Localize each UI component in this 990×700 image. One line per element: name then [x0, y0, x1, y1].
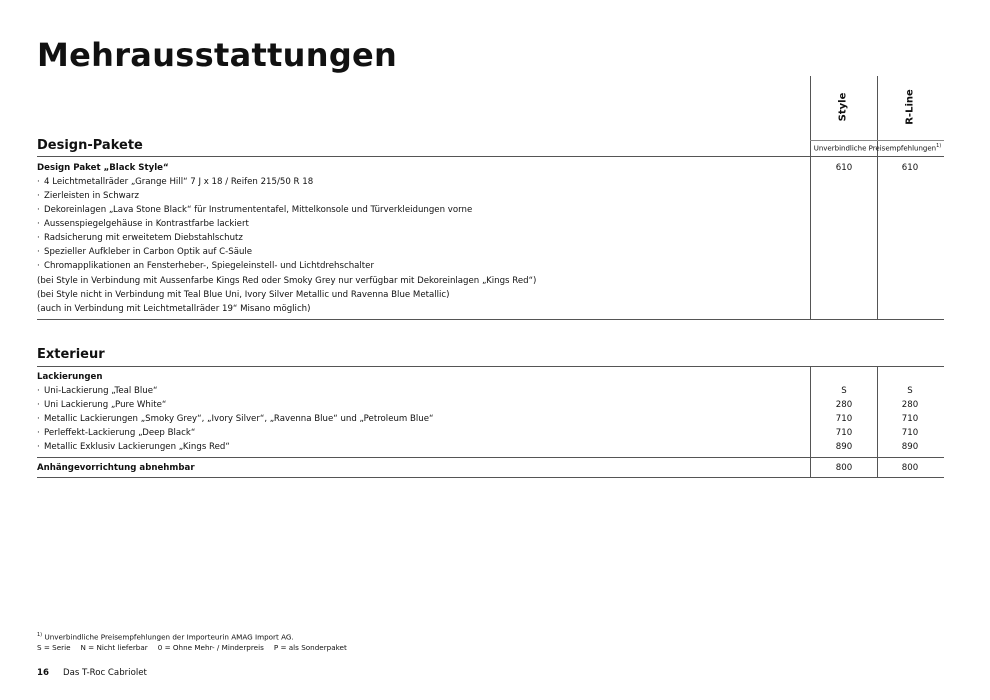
table-row — [37, 370, 944, 384]
list-item: · 4 Leichtmetallräder „Grange Hill“ 7 J x 18 / Reifen 215/50 R 18 — [37, 177, 314, 187]
table-row: · Uni Lackierung „Pure White“ 280 280 — [37, 400, 919, 410]
page-footer — [37, 668, 147, 678]
column-header-style: Style — [837, 92, 849, 122]
section-title-design: Design-Pakete — [37, 138, 143, 153]
row-divider — [37, 457, 944, 458]
column-header-rline: R-Line — [904, 89, 916, 125]
list-item: · Chromapplikationen an Fensterheber-, Spiegeleinstell- und Lichtdrehschalter — [37, 261, 374, 271]
table-row: · Metallic Exklusiv Lackierungen „Kings Red“ 890 890 — [37, 442, 919, 452]
value-rline: 610 — [901, 163, 919, 173]
note-item: (bei Style in Verbindung mit Aussenfarbe Kings Red oder Smoky Grey nur verfügbar mit Dekoreinlagen „Kings Red“) — [37, 276, 537, 286]
list-item: · Dekoreinlagen „Lava Stone Black“ für Instrumententafel, Mittelkonsole und Türverkleidungen vorne — [37, 205, 473, 215]
page-title: Mehrausstattungen — [37, 36, 398, 74]
list-item: · Radsicherung mit erweitetem Diebstahlschutz — [37, 233, 243, 243]
note-item: (auch in Verbindung mit Leichtmetallräder 19“ Misano möglich) — [37, 304, 311, 314]
list-item: · Zierleisten in Schwarz — [37, 191, 140, 201]
header-divider — [810, 140, 944, 141]
value-style: 610 — [835, 163, 853, 173]
table-row: · Perleffekt-Lackierung „Deep Black“ 710 710 — [37, 428, 919, 438]
table-row — [37, 161, 944, 175]
table-row: Anhängevorrichtung abnehmbar 800 800 — [37, 463, 919, 473]
footnote: $^{1)}$ Unverbindliche Preisempfehlungen der Importeurin AMAG Import AG. — [37, 632, 294, 642]
section-end-divider-exterieur — [37, 477, 944, 478]
section-divider-exterieur — [37, 366, 944, 367]
note-item: (bei Style nicht in Verbindung mit Teal Blue Uni, Ivory Silver Metallic und Ravenna Blue Metallic) — [37, 290, 450, 300]
section-divider-design — [37, 156, 944, 157]
list-item: · Spezieller Aufkleber in Carbon Optik auf C-Säule — [37, 247, 253, 257]
document-title: Das T-Roc Cabriolet — [62, 668, 147, 678]
table-row: · Uni-Lackierung „Teal Blue“ S S — [37, 386, 913, 396]
price-recommendation-note: Unverbindliche Preisempfehlungen$^{1)}$ — [813, 143, 942, 153]
paint-header: Lackierungen — [37, 372, 103, 382]
list-item: · Aussenspiegelgehäuse in Kontrastfarbe lackiert — [37, 219, 249, 229]
page-number: 16 — [37, 668, 49, 678]
table-row: · Metallic Lackierungen „Smoky Grey“, „Ivory Silver“, „Ravenna Blue“ und „Petroleum Blue“ 710 710 — [37, 414, 919, 424]
package-name: Design Paket „Black Style“ — [37, 163, 169, 173]
section-end-divider-design — [37, 319, 944, 320]
legend: S = Serie N = Nicht lieferbar 0 = Ohne Mehr- / Minderpreis P = als Sonderpaket — [37, 643, 347, 652]
section-title-exterieur: Exterieur — [37, 347, 105, 362]
